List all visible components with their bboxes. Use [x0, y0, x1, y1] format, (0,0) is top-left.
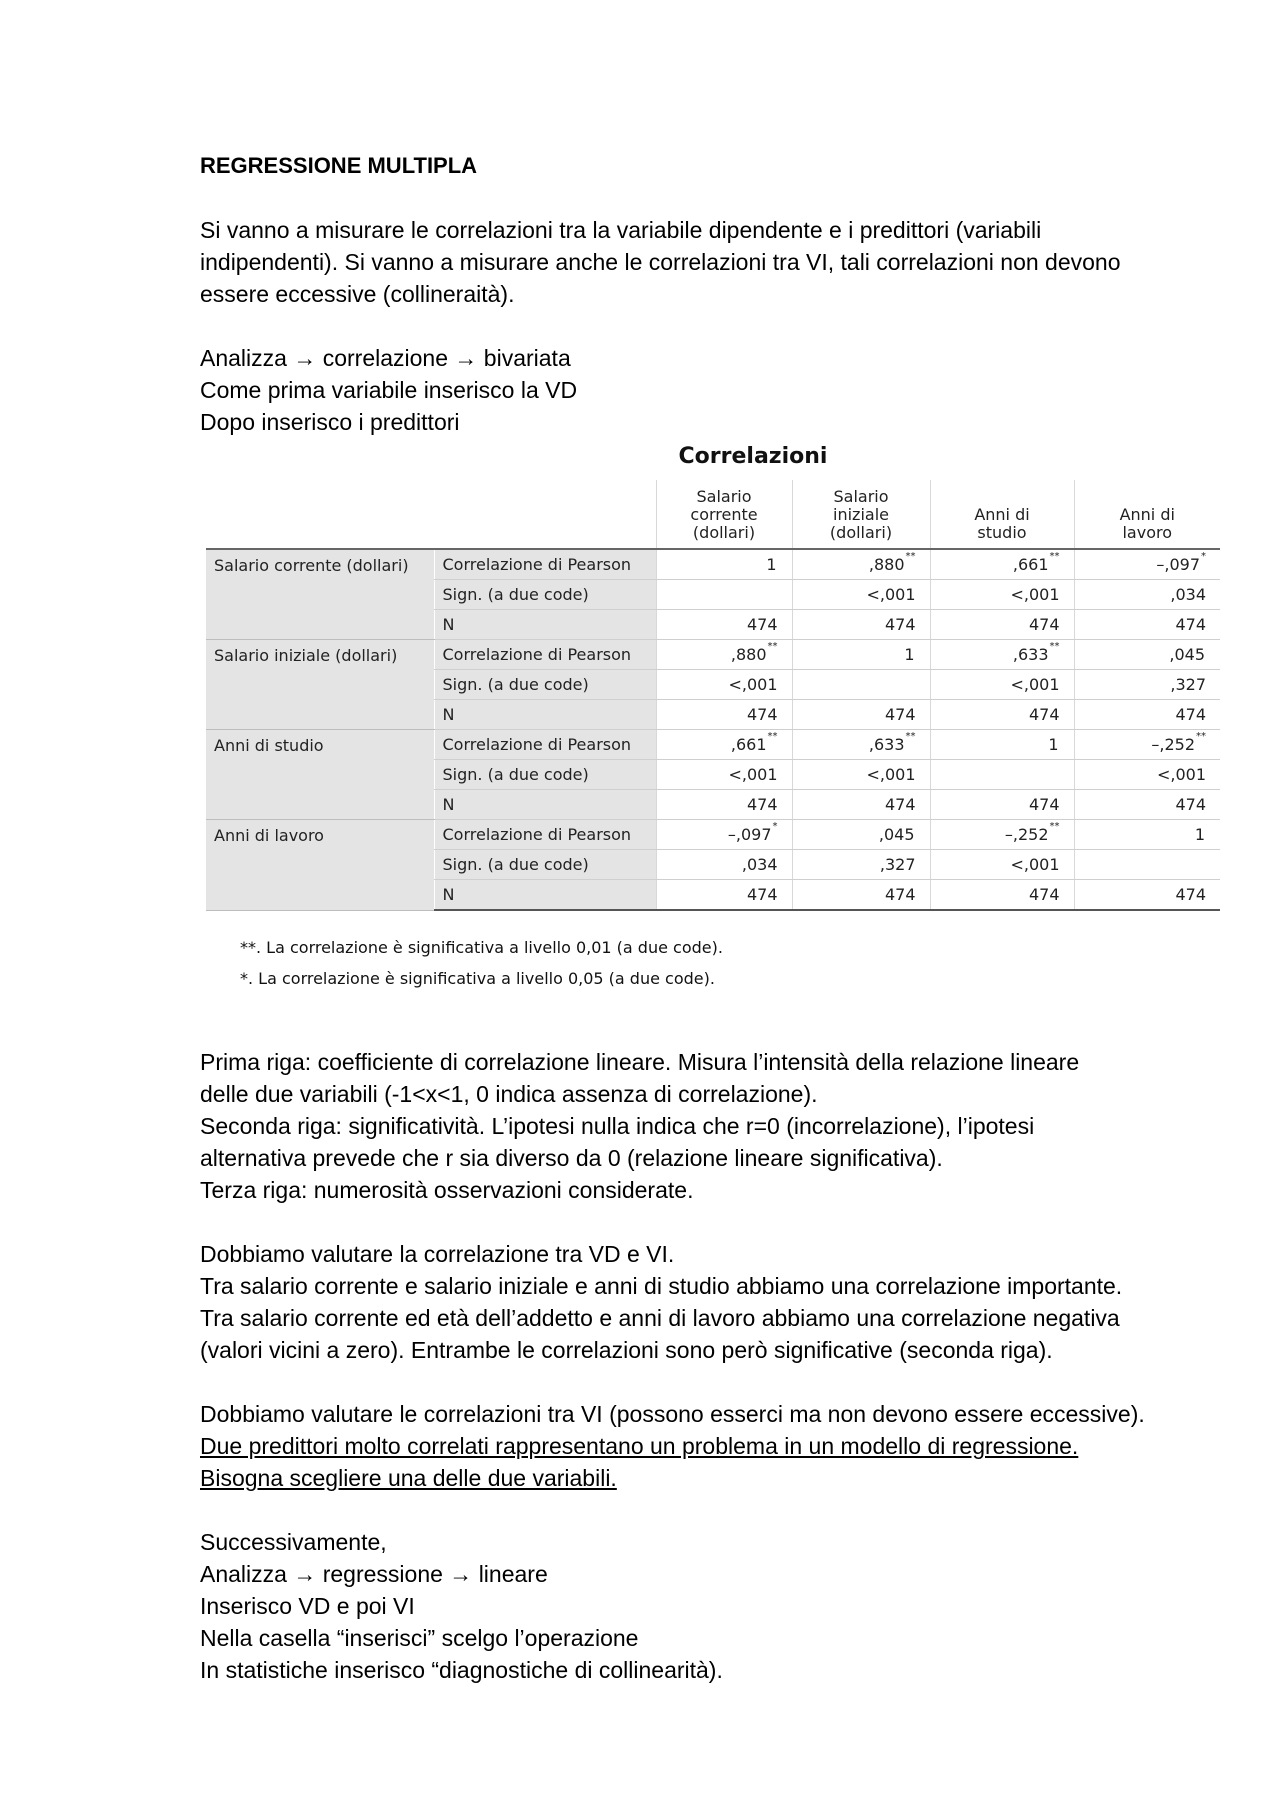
- explain-line: Prima riga: coefficiente di correlazione lineare. Misura l’intensità della relazione lineare: [200, 1049, 1080, 1075]
- underlined-note: Due predittori molto correlati rappresentano un problema in un modello di regressione.: [200, 1433, 1079, 1459]
- table-cell: 1: [792, 640, 930, 670]
- table-cell: ,327: [1074, 670, 1220, 700]
- row-header: Salario corrente (dollari): [206, 549, 434, 640]
- stat-label: Sign. (a due code): [434, 670, 656, 700]
- arrow-right-icon: →: [293, 345, 317, 371]
- menu-path-regression: [200, 1558, 1200, 1590]
- evaluate-line: Dobbiamo valutare la correlazione tra VD e VI.: [200, 1241, 675, 1267]
- table-cell: 474: [792, 610, 930, 640]
- table-cell: 474: [930, 790, 1074, 820]
- stat-label: Correlazione di Pearson: [434, 730, 656, 760]
- table-title: Correlazioni: [678, 444, 828, 469]
- stat-label: Sign. (a due code): [434, 760, 656, 790]
- stat-label: Correlazione di Pearson: [434, 820, 656, 850]
- intro-line: indipendenti). Si vanno a misurare anche le correlazioni tra VI, tali correlazioni non devono: [200, 249, 1121, 275]
- table-cell: <,001: [930, 580, 1074, 610]
- menu-path-correlation: [200, 342, 1180, 374]
- table-cell: <,001: [930, 670, 1074, 700]
- stat-label: N: [434, 700, 656, 730]
- table-cell: [930, 760, 1074, 790]
- table-cell: –,252**: [930, 820, 1074, 850]
- table-cell: 1: [656, 549, 792, 580]
- table-cell: ,034: [1074, 580, 1220, 610]
- explain-line: Seconda riga: significatività. L’ipotesi nulla indica che r=0 (incorrelazione), l’ipotesi: [200, 1113, 1035, 1139]
- instruction-line: Come prima variabile inserisco la VD: [200, 377, 578, 403]
- stat-label: N: [434, 880, 656, 911]
- table-cell: 474: [930, 880, 1074, 911]
- table-cell: ,880**: [792, 549, 930, 580]
- table-cell: <,001: [1074, 760, 1220, 790]
- table-cell: 474: [1074, 790, 1220, 820]
- explain-line: alternativa prevede che r sia diverso da 0 (relazione lineare significativa).: [200, 1145, 943, 1171]
- column-header: Salario corrente (dollari): [656, 480, 792, 549]
- significance-mark: **: [905, 731, 916, 742]
- correlation-table: [206, 480, 1220, 911]
- table-cell: [1074, 850, 1220, 880]
- evaluate-line: (valori vicini a zero). Entrambe le correlazioni sono però significative (seconda riga).: [200, 1337, 1053, 1363]
- menu-step: Analizza: [200, 1561, 287, 1587]
- table-header-row: [206, 480, 1220, 549]
- menu-step: lineare: [478, 1561, 548, 1587]
- significance-mark: **: [1196, 731, 1206, 742]
- table-cell: 474: [792, 880, 930, 911]
- table-cell: <,001: [656, 760, 792, 790]
- table-cell: ,045: [792, 820, 930, 850]
- table-cell: 474: [1074, 610, 1220, 640]
- underlined-note: Bisogna scegliere una delle due variabili.: [200, 1465, 617, 1491]
- table-cell: 474: [930, 610, 1074, 640]
- table-cell: [656, 580, 792, 610]
- table-cell: ,633**: [792, 730, 930, 760]
- table-row: [206, 549, 1220, 580]
- menu-step: bivariata: [483, 345, 571, 371]
- evaluate-line: Tra salario corrente e salario iniziale e anni di studio abbiamo una correlazione importante.: [200, 1273, 1123, 1299]
- table-cell: 474: [656, 790, 792, 820]
- table-cell: [792, 670, 930, 700]
- evaluate-vi-line: Dobbiamo valutare le correlazioni tra VI (possono esserci ma non devono essere eccessive).: [200, 1401, 1145, 1427]
- significance-mark: *: [1201, 551, 1206, 562]
- stat-label: Correlazione di Pearson: [434, 640, 656, 670]
- table-cell: ,327: [792, 850, 930, 880]
- column-header: Salario iniziale (dollari): [792, 480, 930, 549]
- table-cell: –,252**: [1074, 730, 1220, 760]
- table-cell: ,880**: [656, 640, 792, 670]
- table-row: [206, 820, 1220, 850]
- intro-line: essere eccessive (collineraità).: [200, 281, 515, 307]
- stat-label: Sign. (a due code): [434, 850, 656, 880]
- table-cell: <,001: [930, 850, 1074, 880]
- row-header: Salario iniziale (dollari): [206, 640, 434, 730]
- footnote: **. La correlazione è significativa a livello 0,01 (a due code).: [240, 938, 723, 957]
- stat-label: Correlazione di Pearson: [434, 549, 656, 580]
- instruction-line: Nella casella “inserisci” scelgo l’operazione: [200, 1625, 639, 1651]
- table-cell: <,001: [656, 670, 792, 700]
- row-header: Anni di studio: [206, 730, 434, 820]
- significance-mark: **: [1049, 641, 1060, 652]
- table-cell: ,661**: [930, 549, 1074, 580]
- table-cell: –,097*: [656, 820, 792, 850]
- stat-label: Sign. (a due code): [434, 580, 656, 610]
- table-cell: 1: [930, 730, 1074, 760]
- significance-mark: **: [1049, 821, 1060, 832]
- page-title: REGRESSIONE MULTIPLA: [200, 153, 478, 178]
- significance-mark: **: [905, 551, 916, 562]
- stat-label: N: [434, 610, 656, 640]
- column-header: Anni di studio: [930, 480, 1074, 549]
- menu-step: correlazione: [322, 345, 449, 371]
- table-footnotes: [240, 932, 723, 994]
- arrow-right-icon: →: [293, 1561, 317, 1587]
- explain-line: delle due variabili (-1<x<1, 0 indica assenza di correlazione).: [200, 1081, 818, 1107]
- table-cell: 474: [792, 700, 930, 730]
- table-cell: –,097*: [1074, 549, 1220, 580]
- explain-line: Terza riga: numerosità osservazioni considerate.: [200, 1177, 694, 1203]
- table-cell: 474: [792, 790, 930, 820]
- table-cell: 474: [1074, 700, 1220, 730]
- instruction-line: Dopo inserisco i predittori: [200, 409, 460, 435]
- column-header: Anni di lavoro: [1074, 480, 1220, 549]
- significance-mark: **: [767, 731, 778, 742]
- significance-mark: **: [1049, 551, 1060, 562]
- table-cell: ,045: [1074, 640, 1220, 670]
- table-cell: 474: [656, 610, 792, 640]
- table-cell: ,661**: [656, 730, 792, 760]
- evaluate-line: Tra salario corrente ed età dell’addetto e anni di lavoro abbiamo una correlazione negativa: [200, 1305, 1120, 1331]
- instruction-line: Successivamente,: [200, 1529, 387, 1555]
- table-cell: 474: [656, 880, 792, 911]
- instruction-line: Inserisco VD e poi VI: [200, 1593, 415, 1619]
- table-cell: ,034: [656, 850, 792, 880]
- table-cell: 474: [1074, 880, 1220, 911]
- significance-mark: *: [772, 821, 778, 832]
- table-row: [206, 640, 1220, 670]
- table-cell: <,001: [792, 580, 930, 610]
- significance-mark: **: [767, 641, 778, 652]
- table-cell: ,633**: [930, 640, 1074, 670]
- stat-label: N: [434, 790, 656, 820]
- document-body-top: [200, 150, 1180, 438]
- instruction-line: In statistiche inserisco “diagnostiche di collinearità).: [200, 1657, 723, 1683]
- table-cell: 474: [656, 700, 792, 730]
- arrow-right-icon: →: [449, 1561, 473, 1587]
- document-body-bottom: [200, 1046, 1200, 1686]
- menu-step: Analizza: [200, 345, 287, 371]
- table-cell: 474: [930, 700, 1074, 730]
- table-cell: <,001: [792, 760, 930, 790]
- row-header: Anni di lavoro: [206, 820, 434, 911]
- arrow-right-icon: →: [454, 345, 478, 371]
- footnote: *. La correlazione è significativa a livello 0,05 (a due code).: [240, 969, 715, 988]
- table-row: [206, 730, 1220, 760]
- menu-step: regressione: [322, 1561, 443, 1587]
- intro-line: Si vanno a misurare le correlazioni tra la variabile dipendente e i predittori (variabili: [200, 217, 1042, 243]
- table-cell: 1: [1074, 820, 1220, 850]
